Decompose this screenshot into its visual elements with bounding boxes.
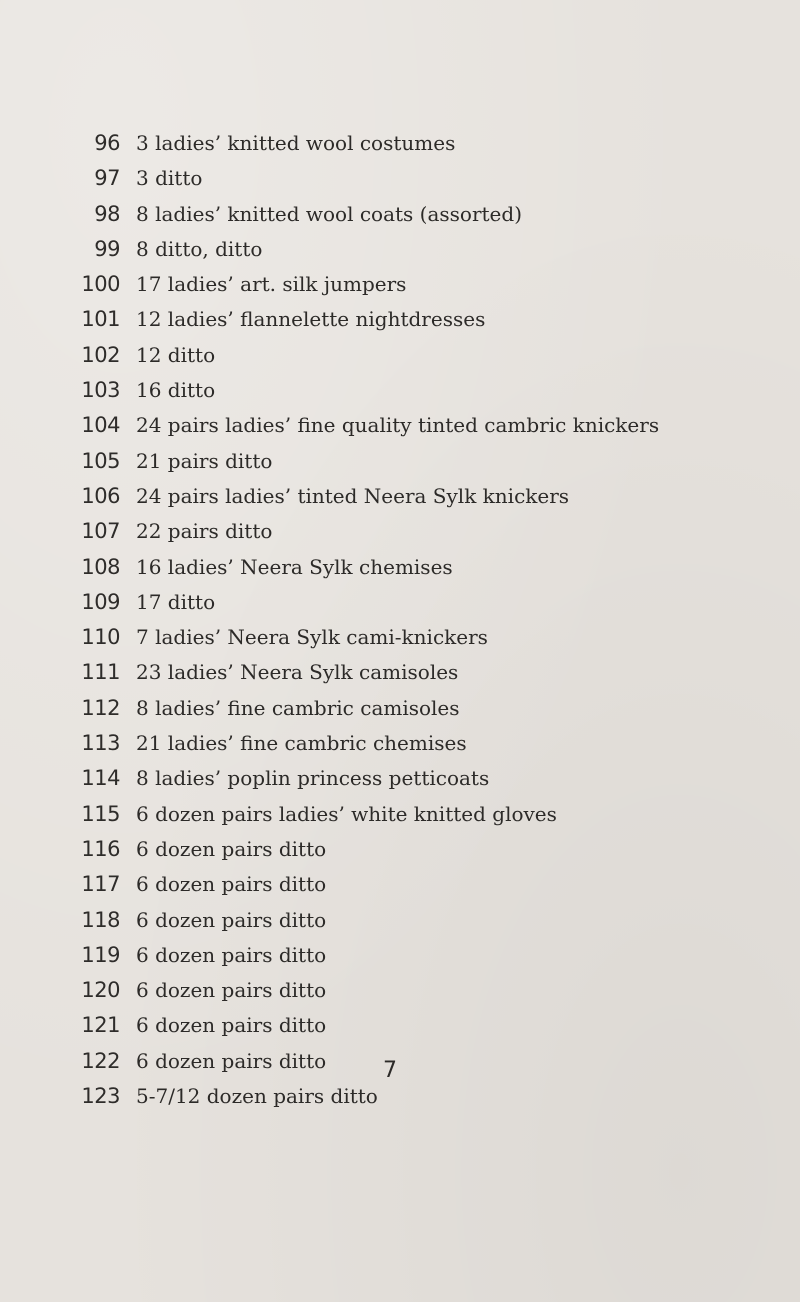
lot-row <box>0 1079 800 1114</box>
lot-description: 16 ladies’ Neera Sylk chemises <box>136 554 453 579</box>
lot-row <box>0 267 800 302</box>
lot-description: 6 dozen pairs ditto <box>136 1013 327 1038</box>
lot-row <box>0 797 800 832</box>
lot-description: 7 ladies’ Neera Sylk cami-knickers <box>136 625 488 650</box>
lot-description: 6 dozen pairs ditto <box>136 942 327 967</box>
lot-row <box>0 408 800 443</box>
lot-description: 6 dozen pairs ditto <box>136 978 327 1003</box>
lot-row <box>0 973 800 1008</box>
lot-row <box>0 197 800 232</box>
lot-row <box>0 479 800 514</box>
lot-number: 123 <box>81 1084 120 1109</box>
lot-description: 17 ditto <box>136 589 216 614</box>
lot-row <box>0 1008 800 1043</box>
lot-number: 115 <box>81 801 120 826</box>
lot-number: 114 <box>81 766 120 791</box>
lot-number: 97 <box>94 166 120 191</box>
lot-number: 108 <box>81 554 120 579</box>
lot-row <box>0 550 800 585</box>
lot-description: 24 pairs ladies’ fine quality tinted cambric knickers <box>136 413 660 438</box>
lot-number: 112 <box>81 695 120 720</box>
lot-number: 103 <box>81 378 120 403</box>
lot-number: 106 <box>81 483 120 508</box>
lot-number: 99 <box>94 236 120 261</box>
lot-row <box>0 903 800 938</box>
lot-description: 8 ladies’ poplin princess petticoats <box>136 766 490 791</box>
lot-row <box>0 373 800 408</box>
lot-number: 102 <box>81 342 120 367</box>
lot-row <box>0 1044 800 1079</box>
lot-description: 21 pairs ditto <box>136 448 273 473</box>
lot-number: 118 <box>81 907 120 932</box>
lot-number: 109 <box>81 589 120 614</box>
lot-row <box>0 338 800 373</box>
lot-number: 98 <box>94 201 120 226</box>
lot-row <box>0 302 800 337</box>
lot-row <box>0 938 800 973</box>
lot-description: 5-7/12 dozen pairs ditto <box>136 1084 378 1109</box>
lot-description: 6 dozen pairs ditto <box>136 907 327 932</box>
lot-description: 6 dozen pairs ditto <box>136 872 327 897</box>
lot-row <box>0 832 800 867</box>
lot-number: 120 <box>81 978 120 1003</box>
lot-number: 101 <box>81 307 120 332</box>
lot-description: 23 ladies’ Neera Sylk camisoles <box>136 660 459 685</box>
lot-description: 8 ladies’ fine cambric camisoles <box>136 695 460 720</box>
lot-description: 12 ladies’ flannelette nightdresses <box>136 307 486 332</box>
lot-description: 6 dozen pairs ladies’ white knitted gloves <box>136 801 557 826</box>
lot-row <box>0 867 800 902</box>
lot-number: 105 <box>81 448 120 473</box>
lot-number: 110 <box>81 625 120 650</box>
lot-number: 104 <box>81 413 120 438</box>
lot-row <box>0 691 800 726</box>
lot-description: 16 ditto <box>136 378 216 403</box>
lot-number: 121 <box>81 1013 120 1038</box>
lot-description: 22 pairs ditto <box>136 519 273 544</box>
lot-row <box>0 761 800 796</box>
lot-row <box>0 232 800 267</box>
lot-row <box>0 655 800 690</box>
lot-description: 24 pairs ladies’ tinted Neera Sylk knickers <box>136 483 570 508</box>
lot-row <box>0 126 800 161</box>
lot-row <box>0 161 800 196</box>
lot-description: 12 ditto <box>136 342 216 367</box>
lot-number: 117 <box>81 872 120 897</box>
lot-number: 111 <box>81 660 120 685</box>
lot-description: 3 ladies’ knitted wool costumes <box>136 131 456 155</box>
page-number: 7 <box>383 1058 397 1083</box>
lot-list <box>0 126 800 1114</box>
lot-row <box>0 444 800 479</box>
lot-row <box>0 620 800 655</box>
lot-number: 122 <box>81 1048 120 1073</box>
lot-number: 113 <box>81 731 120 756</box>
lot-row <box>0 726 800 761</box>
lot-description: 17 ladies’ art. silk jumpers <box>136 272 407 297</box>
lot-row <box>0 585 800 620</box>
lot-description: 8 ladies’ knitted wool coats (assorted) <box>136 201 522 226</box>
lot-number: 116 <box>81 836 120 861</box>
lot-number: 100 <box>81 272 120 297</box>
lot-description: 6 dozen pairs ditto <box>136 836 327 861</box>
lot-description: 6 dozen pairs ditto <box>136 1048 327 1073</box>
lot-number: 107 <box>81 519 120 544</box>
lot-row <box>0 514 800 549</box>
lot-description: 8 ditto, ditto <box>136 236 263 261</box>
lot-description: 3 ditto <box>136 166 203 191</box>
lot-number: 119 <box>81 942 120 967</box>
lot-number: 96 <box>94 131 120 155</box>
lot-description: 21 ladies’ fine cambric chemises <box>136 731 467 756</box>
